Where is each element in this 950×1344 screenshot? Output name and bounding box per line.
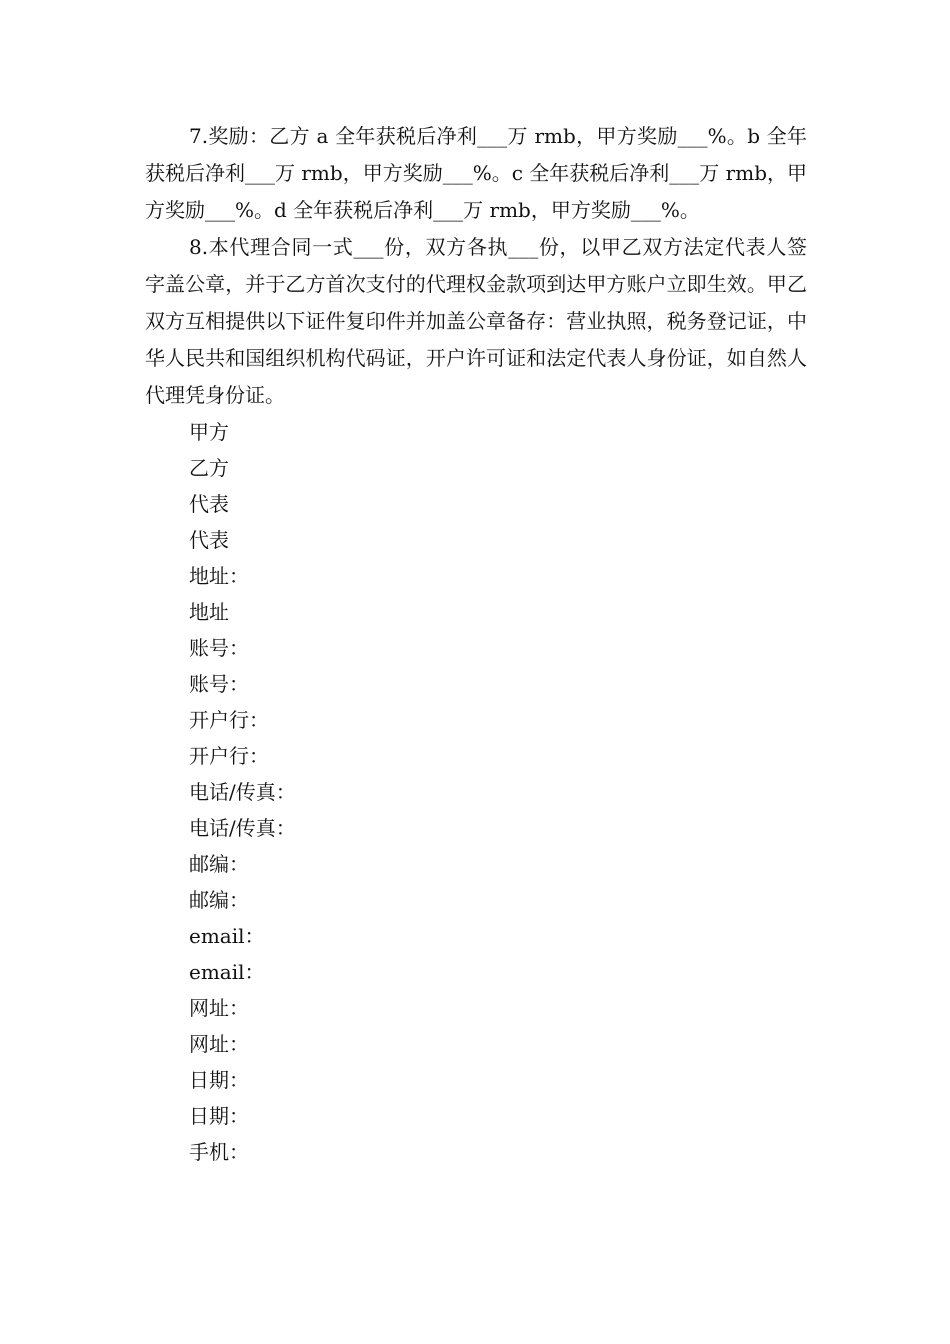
party-a-phone-fax-label: 电话/传真： <box>189 780 296 804</box>
party-b-address-label: 地址 <box>189 600 229 624</box>
clause-8-validity: 8.本代理合同一式___份，双方各执___份，以甲乙双方法定代表人签字盖公章，并于乙方首次支付的代理权金款项到达甲方账户立即生效。甲乙双方互相提供以下证件复印件并加盖公章备存：营业执照，税务登记证，中华人民共和国组织机构代码证，开户许可证和法定代表人身份证，如自然人代理凭身份证。 <box>145 235 807 407</box>
document-body <box>145 118 807 1170</box>
party-b-label: 乙方 <box>189 456 229 480</box>
party-a-representative-label: 代表 <box>189 492 229 516</box>
party-b-phone-fax-label: 电话/传真： <box>189 816 296 840</box>
party-a-address-label: 地址： <box>189 564 249 588</box>
party-b-date-label: 日期： <box>189 1104 249 1128</box>
party-a-label: 甲方 <box>189 420 229 444</box>
signature-field-list <box>145 414 807 1170</box>
mobile-label: 手机： <box>189 1140 249 1164</box>
party-b-account-label: 账号： <box>189 672 249 696</box>
party-b-postcode-label: 邮编： <box>189 888 249 912</box>
party-a-email-label: email： <box>189 924 265 948</box>
party-b-email-label: email： <box>189 960 265 984</box>
party-b-website-label: 网址： <box>189 1032 249 1056</box>
party-b-bank-label: 开户行： <box>189 744 269 768</box>
party-a-website-label: 网址： <box>189 996 249 1020</box>
party-b-representative-label: 代表 <box>189 528 229 552</box>
party-a-bank-label: 开户行： <box>189 708 269 732</box>
clause-7-reward: 7.奖励：乙方 a 全年获税后净利___万 rmb，甲方奖励___%。b 全年获税后净利___万 rmb，甲方奖励___%。c 全年获税后净利___万 rmb，甲方奖励___%。d 全年获税后净利___万 rmb，甲方奖励___%。 <box>145 124 807 222</box>
party-a-account-label: 账号： <box>189 636 249 660</box>
party-a-postcode-label: 邮编： <box>189 852 249 876</box>
party-a-date-label: 日期： <box>189 1068 249 1092</box>
